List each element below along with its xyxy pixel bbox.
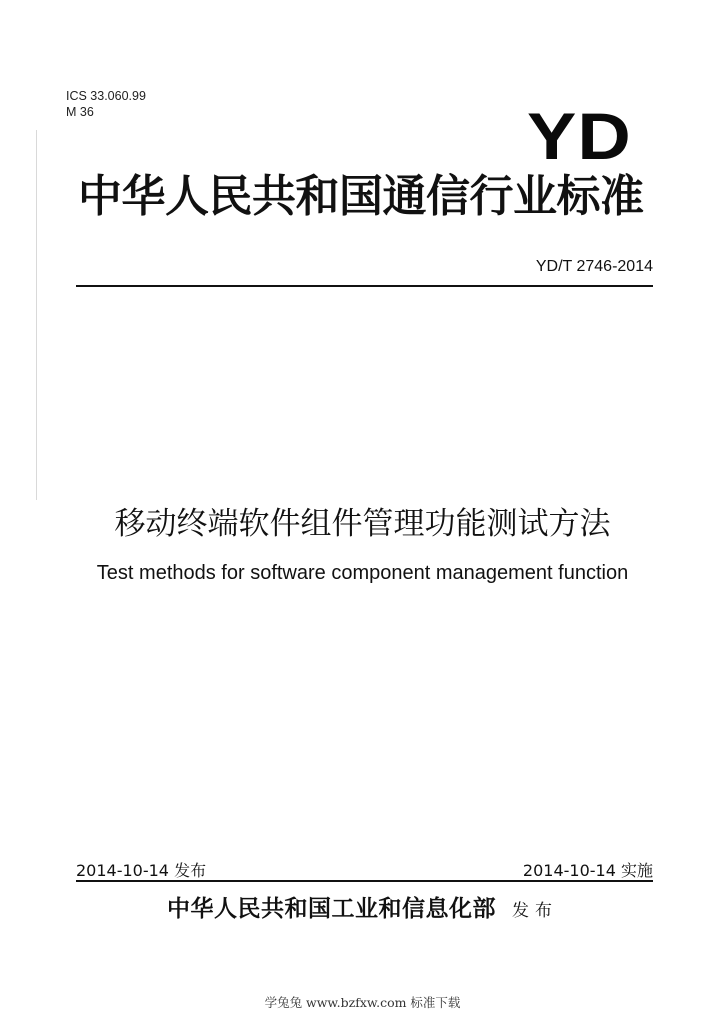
document-title-english: Test methods for software component management function xyxy=(96,562,629,584)
document-title-chinese: 移动终端软件组件管理功能测试方法 xyxy=(114,506,611,542)
yd-logo: YD xyxy=(527,99,632,173)
standard-number: YD/T 2746-2014 xyxy=(535,258,653,275)
classification-codes xyxy=(66,88,146,120)
implementation-date: 2014-10-14 实施 xyxy=(522,861,653,880)
standard-title: 中华人民共和国通信行业标准 xyxy=(78,171,644,222)
footer-divider xyxy=(76,880,653,882)
publisher-action: 发布 xyxy=(512,901,558,921)
issue-date: 2014-10-14 发布 xyxy=(76,861,207,880)
footer-watermark: 学兔兔 www.bzfxw.com 标准下载 xyxy=(264,995,461,1010)
scan-edge-line xyxy=(36,130,37,500)
ics-code: ICS 33.060.99 xyxy=(66,89,146,103)
ccs-code: M 36 xyxy=(66,105,94,119)
header-divider xyxy=(76,285,653,287)
publisher-organization: 中华人民共和国工业和信息化部 xyxy=(167,895,496,922)
publisher-line xyxy=(0,890,725,923)
